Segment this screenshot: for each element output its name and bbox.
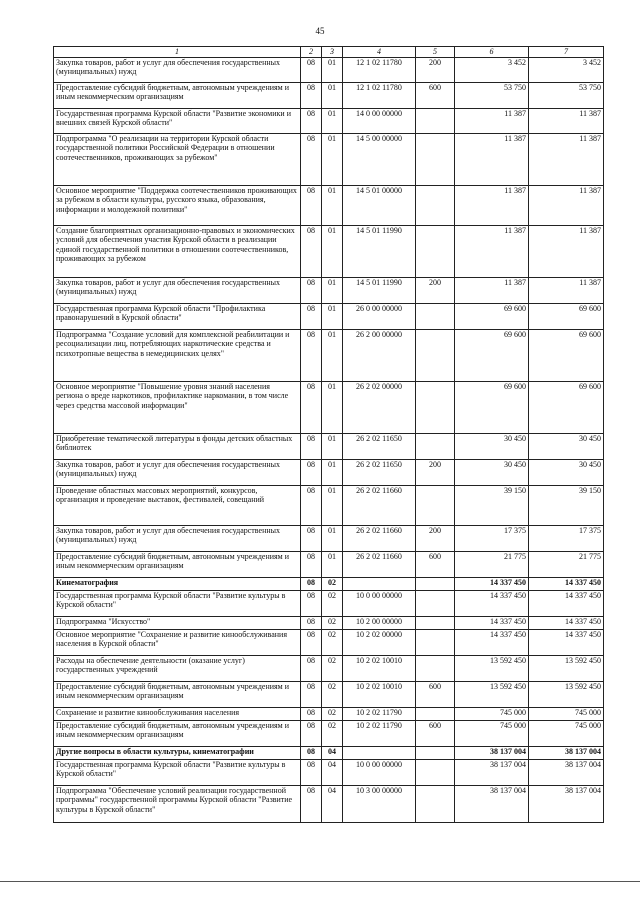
row-amount-2: 69 600 (529, 382, 604, 434)
row-expense-type (416, 226, 455, 278)
row-target-article: 14 5 01 11990 (343, 278, 416, 304)
row-name: Закупка товаров, работ и услуг для обеспечения государственных (муниципальных) нужд (54, 58, 301, 83)
row-name: Предоставление субсидий бюджетным, автономным учреждениям и иным некоммерческим организациям (54, 83, 301, 109)
row-subsection: 01 (322, 486, 343, 526)
row-section: 08 (301, 278, 322, 304)
row-target-article: 26 2 00 00000 (343, 330, 416, 382)
row-name: Основное мероприятие "Повышение уровня знаний населения региона о вреде наркотиков, профилактике наркомании, в том числе через средства массовой информации" (54, 382, 301, 434)
row-subsection: 04 (322, 747, 343, 760)
row-amount-2: 14 337 450 (529, 578, 604, 591)
row-target-article: 26 0 00 00000 (343, 304, 416, 330)
row-target-article (343, 578, 416, 591)
row-amount-1: 69 600 (455, 304, 529, 330)
table-row (54, 708, 604, 721)
table-row (54, 58, 604, 83)
row-expense-type: 600 (416, 83, 455, 109)
row-amount-1: 13 592 450 (455, 656, 529, 682)
row-expense-type (416, 330, 455, 382)
header-col-6: 6 (455, 47, 529, 58)
row-amount-2: 14 337 450 (529, 617, 604, 630)
row-amount-1: 38 137 004 (455, 747, 529, 760)
table-row (54, 682, 604, 708)
row-target-article: 26 2 02 11660 (343, 552, 416, 578)
row-amount-2: 11 387 (529, 226, 604, 278)
row-name: Сохранение и развитие кинообслуживания населения (54, 708, 301, 721)
row-amount-2: 69 600 (529, 330, 604, 382)
row-name: Кинематография (54, 578, 301, 591)
row-amount-1: 745 000 (455, 721, 529, 747)
row-expense-type (416, 591, 455, 617)
row-expense-type: 600 (416, 721, 455, 747)
table-row (54, 786, 604, 823)
row-amount-1: 14 337 450 (455, 630, 529, 656)
row-amount-2: 11 387 (529, 186, 604, 226)
row-target-article: 10 2 02 10010 (343, 682, 416, 708)
table-row (54, 630, 604, 656)
row-amount-1: 11 387 (455, 226, 529, 278)
row-subsection: 01 (322, 460, 343, 486)
row-name: Подпрограмма "Искусство" (54, 617, 301, 630)
row-section: 08 (301, 708, 322, 721)
table-row (54, 526, 604, 552)
row-name: Государственная программа Курской области "Профилактика правонарушений в Курской области" (54, 304, 301, 330)
row-amount-1: 14 337 450 (455, 578, 529, 591)
row-subsection: 01 (322, 278, 343, 304)
row-amount-1: 14 337 450 (455, 617, 529, 630)
row-subsection: 01 (322, 552, 343, 578)
row-section: 08 (301, 186, 322, 226)
table-row (54, 134, 604, 186)
row-section: 08 (301, 760, 322, 786)
row-name: Государственная программа Курской области "Развитие культуры в Курской области" (54, 760, 301, 786)
row-expense-type (416, 708, 455, 721)
row-subsection: 01 (322, 109, 343, 134)
row-amount-2: 38 137 004 (529, 747, 604, 760)
table-row (54, 578, 604, 591)
row-section: 08 (301, 786, 322, 823)
row-amount-2: 30 450 (529, 460, 604, 486)
row-subsection: 02 (322, 591, 343, 617)
table-row (54, 656, 604, 682)
row-amount-1: 745 000 (455, 708, 529, 721)
row-expense-type: 200 (416, 526, 455, 552)
row-expense-type: 200 (416, 460, 455, 486)
row-subsection: 01 (322, 226, 343, 278)
table-row (54, 721, 604, 747)
table-row (54, 591, 604, 617)
row-name: Основное мероприятие "Сохранение и развитие кинообслуживания населения в Курской области" (54, 630, 301, 656)
row-amount-2: 30 450 (529, 434, 604, 460)
row-section: 08 (301, 747, 322, 760)
row-name: Другие вопросы в области культуры, кинематографии (54, 747, 301, 760)
row-amount-2: 3 452 (529, 58, 604, 83)
row-subsection: 01 (322, 526, 343, 552)
row-target-article (343, 747, 416, 760)
row-amount-1: 38 137 004 (455, 786, 529, 823)
budget-table (53, 46, 604, 823)
row-section: 08 (301, 83, 322, 109)
row-subsection: 01 (322, 83, 343, 109)
row-amount-1: 11 387 (455, 186, 529, 226)
page-bottom-rule (0, 881, 640, 882)
row-amount-1: 38 137 004 (455, 760, 529, 786)
row-amount-1: 53 750 (455, 83, 529, 109)
row-target-article: 10 2 02 10010 (343, 656, 416, 682)
row-section: 08 (301, 134, 322, 186)
row-expense-type (416, 578, 455, 591)
row-target-article: 12 1 02 11780 (343, 83, 416, 109)
row-amount-1: 11 387 (455, 278, 529, 304)
row-expense-type (416, 786, 455, 823)
row-section: 08 (301, 656, 322, 682)
table-row (54, 278, 604, 304)
table-row (54, 186, 604, 226)
table-row (54, 552, 604, 578)
row-amount-2: 11 387 (529, 278, 604, 304)
row-target-article: 14 5 01 00000 (343, 186, 416, 226)
row-target-article: 14 0 00 00000 (343, 109, 416, 134)
row-expense-type (416, 186, 455, 226)
row-amount-1: 21 775 (455, 552, 529, 578)
row-subsection: 02 (322, 578, 343, 591)
row-target-article: 10 2 02 11790 (343, 721, 416, 747)
table-row (54, 747, 604, 760)
row-expense-type (416, 134, 455, 186)
row-expense-type (416, 656, 455, 682)
row-section: 08 (301, 486, 322, 526)
row-amount-2: 14 337 450 (529, 591, 604, 617)
row-name: Закупка товаров, работ и услуг для обеспечения государственных (муниципальных) нужд (54, 278, 301, 304)
row-target-article: 26 2 02 00000 (343, 382, 416, 434)
row-target-article: 10 2 00 00000 (343, 617, 416, 630)
row-target-article: 10 3 00 00000 (343, 786, 416, 823)
row-section: 08 (301, 682, 322, 708)
table-row (54, 226, 604, 278)
row-amount-2: 21 775 (529, 552, 604, 578)
row-amount-2: 39 150 (529, 486, 604, 526)
row-subsection: 02 (322, 682, 343, 708)
row-amount-2: 14 337 450 (529, 630, 604, 656)
row-amount-2: 745 000 (529, 708, 604, 721)
row-name: Проведение областных массовых мероприятий, конкурсов, организация и проведение выставок, фестивалей, совещаний (54, 486, 301, 526)
table-row (54, 304, 604, 330)
row-amount-2: 13 592 450 (529, 682, 604, 708)
row-subsection: 01 (322, 434, 343, 460)
row-section: 08 (301, 552, 322, 578)
row-target-article: 10 2 02 11790 (343, 708, 416, 721)
row-subsection: 02 (322, 708, 343, 721)
row-expense-type: 600 (416, 552, 455, 578)
row-amount-2: 53 750 (529, 83, 604, 109)
row-subsection: 01 (322, 134, 343, 186)
row-amount-2: 745 000 (529, 721, 604, 747)
row-section: 08 (301, 382, 322, 434)
row-section: 08 (301, 578, 322, 591)
row-target-article: 12 1 02 11780 (343, 58, 416, 83)
row-expense-type: 600 (416, 682, 455, 708)
row-amount-2: 11 387 (529, 134, 604, 186)
header-col-1: 1 (54, 47, 301, 58)
row-target-article: 10 0 00 00000 (343, 760, 416, 786)
table-row (54, 617, 604, 630)
row-subsection: 01 (322, 330, 343, 382)
row-target-article: 14 5 00 00000 (343, 134, 416, 186)
header-col-7: 7 (529, 47, 604, 58)
row-section: 08 (301, 109, 322, 134)
table-row (54, 434, 604, 460)
row-section: 08 (301, 330, 322, 382)
row-amount-1: 13 592 450 (455, 682, 529, 708)
row-amount-2: 17 375 (529, 526, 604, 552)
header-col-5: 5 (416, 47, 455, 58)
row-amount-2: 13 592 450 (529, 656, 604, 682)
row-section: 08 (301, 434, 322, 460)
row-name: Предоставление субсидий бюджетным, автономным учреждениям и иным некоммерческим организациям (54, 721, 301, 747)
row-expense-type (416, 486, 455, 526)
row-section: 08 (301, 526, 322, 552)
row-subsection: 02 (322, 630, 343, 656)
row-expense-type (416, 434, 455, 460)
row-name: Создание благоприятных организационно-правовых и экономических условий для обеспечения участия Курской области в реализации единой государственной политики в отношении соотечественников, проживающих за рубежом (54, 226, 301, 278)
row-amount-1: 14 337 450 (455, 591, 529, 617)
table-row (54, 486, 604, 526)
row-amount-1: 30 450 (455, 460, 529, 486)
table-row (54, 760, 604, 786)
row-amount-1: 11 387 (455, 109, 529, 134)
row-expense-type (416, 109, 455, 134)
row-name: Приобретение тематической литературы в фонды детских областных библиотек (54, 434, 301, 460)
row-expense-type (416, 747, 455, 760)
row-target-article: 26 2 02 11650 (343, 434, 416, 460)
row-amount-1: 17 375 (455, 526, 529, 552)
row-name: Государственная программа Курской области "Развитие культуры в Курской области" (54, 591, 301, 617)
row-expense-type (416, 617, 455, 630)
header-row (54, 47, 604, 58)
row-amount-1: 69 600 (455, 382, 529, 434)
row-name: Закупка товаров, работ и услуг для обеспечения государственных (муниципальных) нужд (54, 460, 301, 486)
row-expense-type (416, 382, 455, 434)
row-amount-2: 69 600 (529, 304, 604, 330)
row-subsection: 01 (322, 186, 343, 226)
row-name: Подпрограмма "Обеспечение условий реализации государственной программы" государственной программы Курской области "Развитие культуры в Курской области" (54, 786, 301, 823)
row-subsection: 01 (322, 304, 343, 330)
row-section: 08 (301, 304, 322, 330)
row-subsection: 04 (322, 786, 343, 823)
row-subsection: 01 (322, 58, 343, 83)
row-target-article: 26 2 02 11660 (343, 526, 416, 552)
row-subsection: 02 (322, 656, 343, 682)
header-col-2: 2 (301, 47, 322, 58)
row-section: 08 (301, 617, 322, 630)
row-name: Предоставление субсидий бюджетным, автономным учреждениям и иным некоммерческим организациям (54, 682, 301, 708)
row-target-article: 26 2 02 11660 (343, 486, 416, 526)
row-name: Подпрограмма "Создание условий для комплексной реабилитации и ресоциализации лиц, потребляющих наркотические средства и психотропные вещества в немедицинских целях" (54, 330, 301, 382)
row-subsection: 02 (322, 721, 343, 747)
row-section: 08 (301, 591, 322, 617)
row-section: 08 (301, 630, 322, 656)
row-amount-1: 69 600 (455, 330, 529, 382)
row-name: Расходы на обеспечение деятельности (оказание услуг) государственных учреждений (54, 656, 301, 682)
row-amount-1: 3 452 (455, 58, 529, 83)
row-name: Государственная программа Курской области "Развитие экономики и внешних связей Курской области" (54, 109, 301, 134)
row-section: 08 (301, 226, 322, 278)
row-expense-type (416, 760, 455, 786)
table-row (54, 460, 604, 486)
row-name: Закупка товаров, работ и услуг для обеспечения государственных (муниципальных) нужд (54, 526, 301, 552)
table-row (54, 330, 604, 382)
row-name: Основное мероприятие "Поддержка соотечественников проживающих за рубежом в области культуры, русского языка, образования, информации и молодежной политики" (54, 186, 301, 226)
row-target-article: 10 2 02 00000 (343, 630, 416, 656)
row-section: 08 (301, 460, 322, 486)
row-subsection: 01 (322, 382, 343, 434)
header-col-4: 4 (343, 47, 416, 58)
page-number: 45 (315, 26, 325, 36)
row-subsection: 04 (322, 760, 343, 786)
row-amount-2: 38 137 004 (529, 786, 604, 823)
row-name: Предоставление субсидий бюджетным, автономным учреждениям и иным некоммерческим организациям (54, 552, 301, 578)
table-row (54, 83, 604, 109)
row-target-article: 26 2 02 11650 (343, 460, 416, 486)
row-expense-type: 200 (416, 278, 455, 304)
row-amount-1: 39 150 (455, 486, 529, 526)
table-row (54, 382, 604, 434)
row-subsection: 02 (322, 617, 343, 630)
header-col-3: 3 (322, 47, 343, 58)
row-expense-type: 200 (416, 58, 455, 83)
row-amount-1: 11 387 (455, 134, 529, 186)
table-row (54, 109, 604, 134)
row-target-article: 14 5 01 11990 (343, 226, 416, 278)
row-amount-2: 11 387 (529, 109, 604, 134)
row-section: 08 (301, 58, 322, 83)
row-amount-2: 38 137 004 (529, 760, 604, 786)
row-amount-1: 30 450 (455, 434, 529, 460)
row-name: Подпрограмма "О реализации на территории Курской области государственной политики Российской Федерации в отношении соотечественников, проживающих за рубежом" (54, 134, 301, 186)
row-target-article: 10 0 00 00000 (343, 591, 416, 617)
row-expense-type (416, 304, 455, 330)
row-section: 08 (301, 721, 322, 747)
row-expense-type (416, 630, 455, 656)
